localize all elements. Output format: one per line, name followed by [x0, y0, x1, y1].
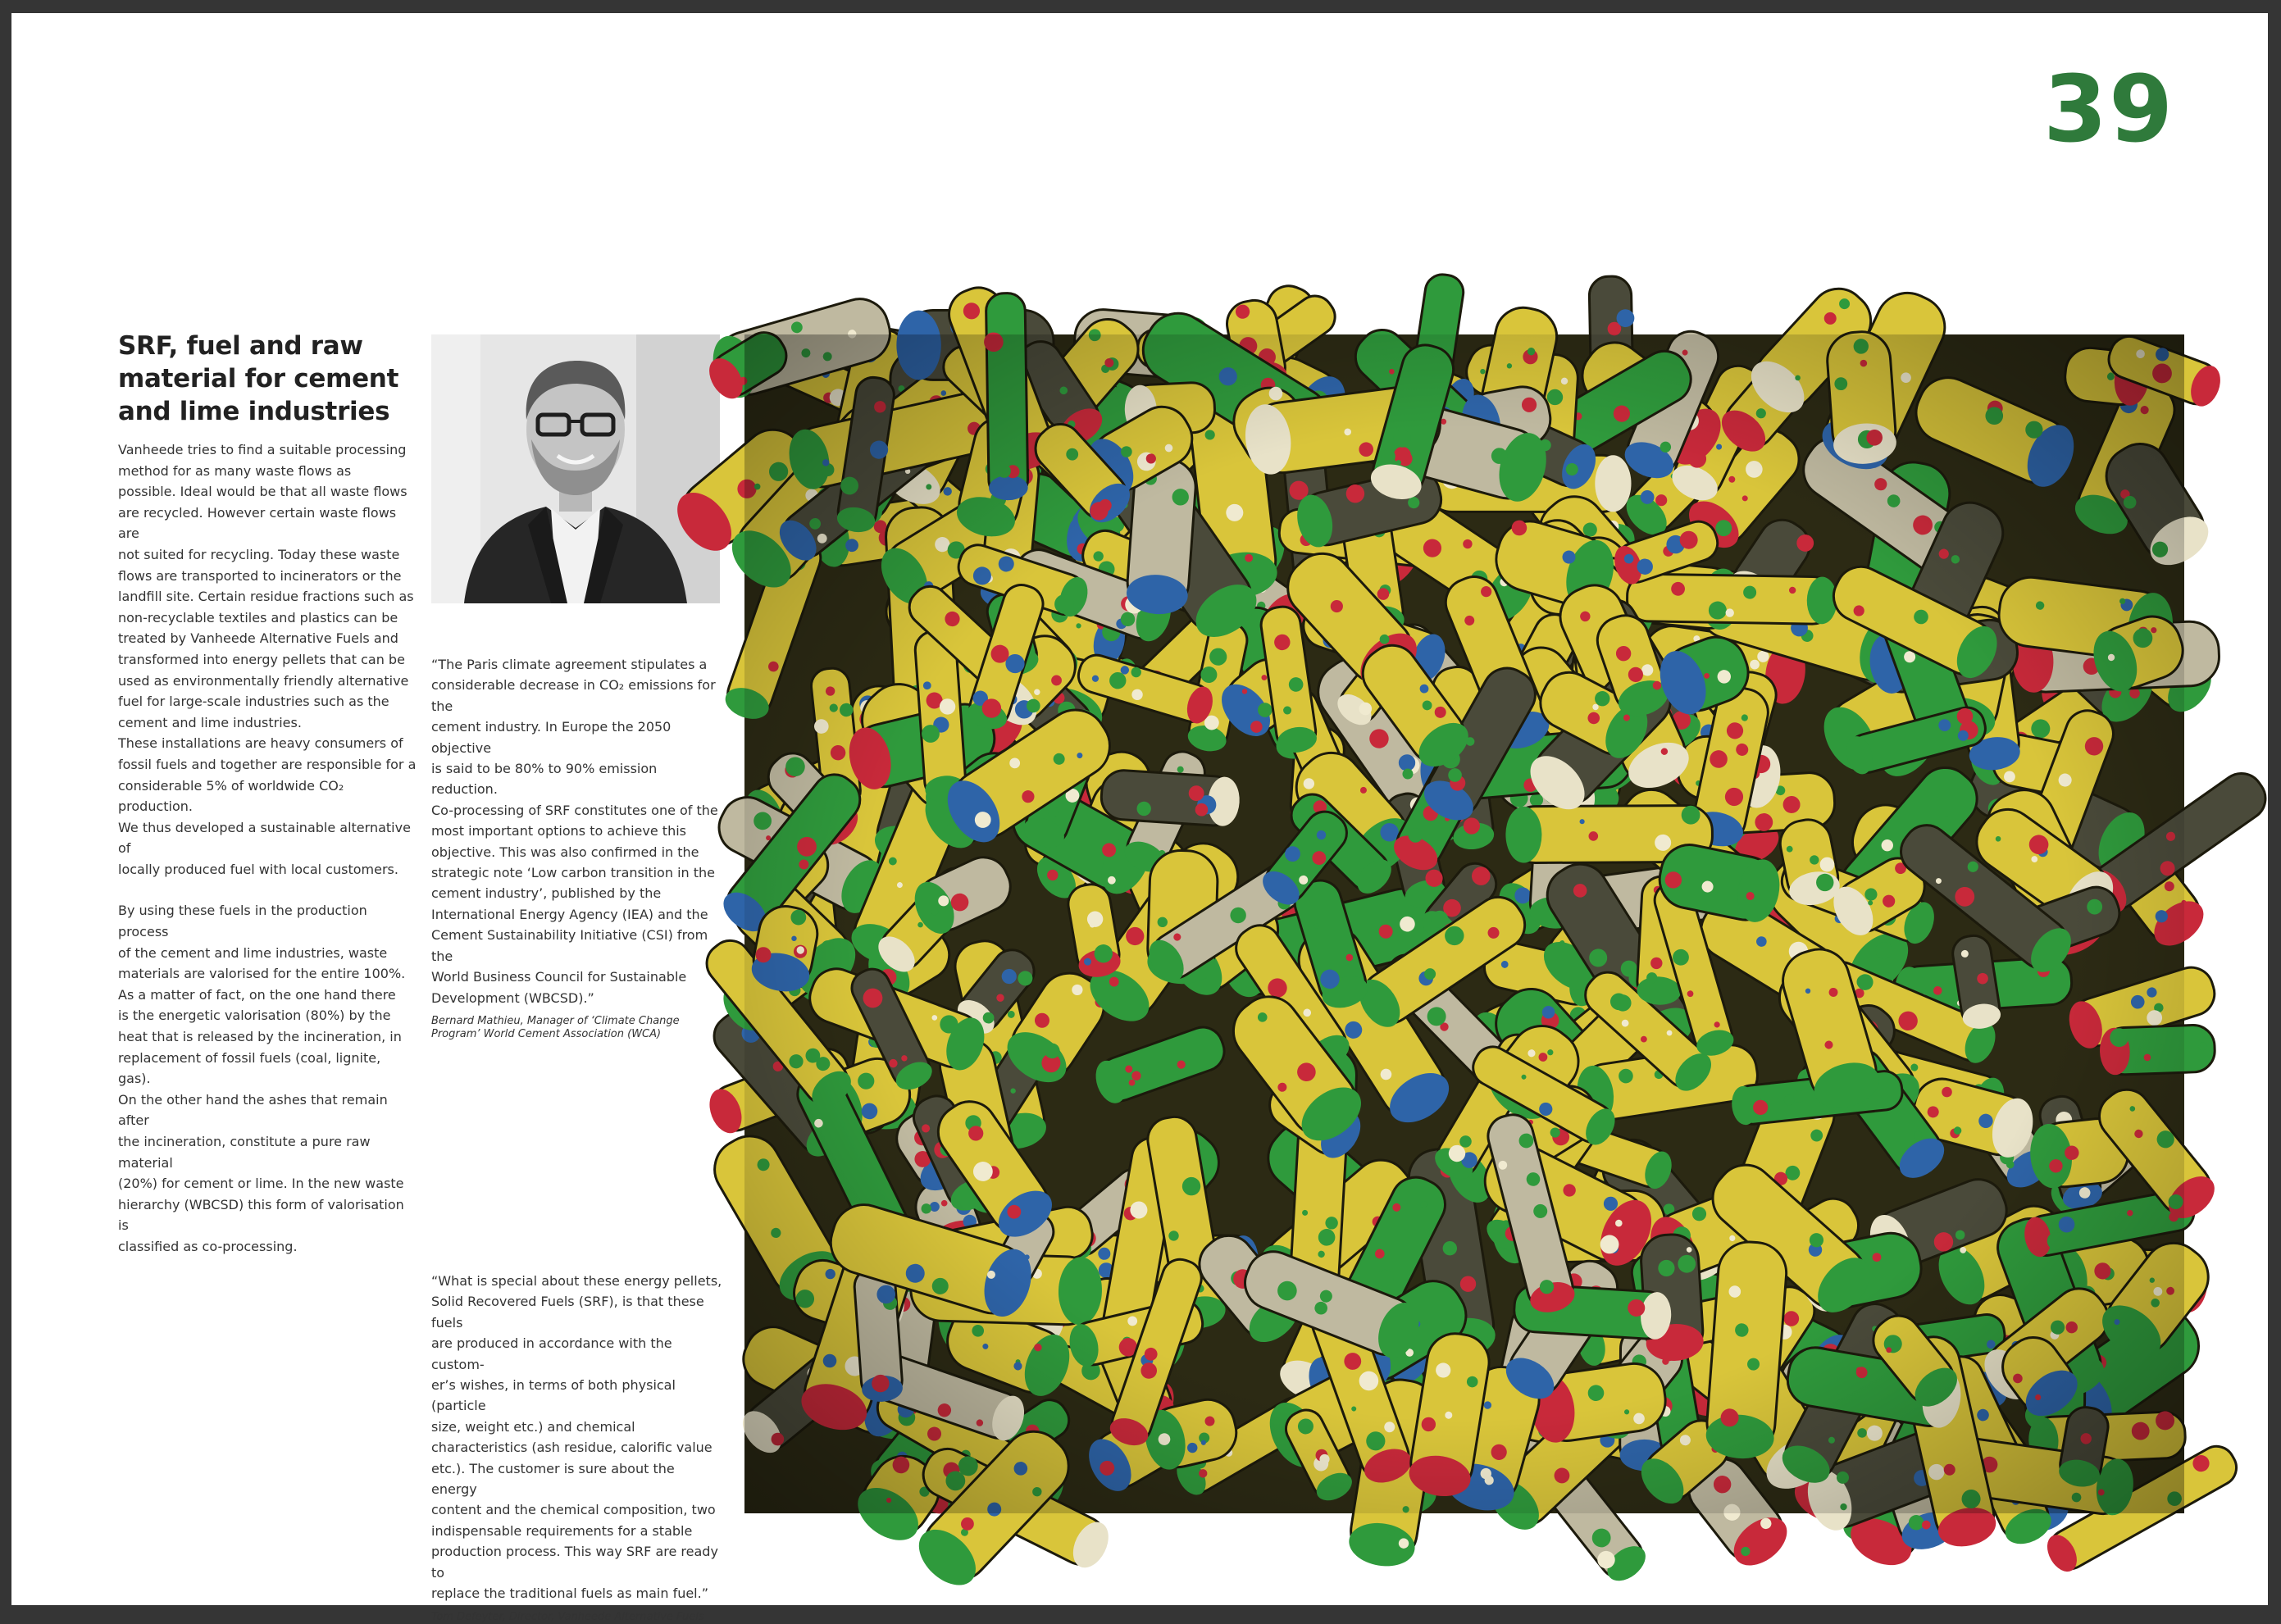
srf-pellets-photo: [744, 334, 2184, 1513]
page-number: 39: [2043, 57, 2174, 163]
article-paragraph-2: By using these fuels in the production process of the cement and lime industries, waste materials are valorised for the entire 100%. As a matter of fact, on the one hand there is the energetic valorisation (80%) by the heat that is released by the incineration, in replacement of fossil fuels (coal, lignite, gas). On the other hand the ashes that remain after the incineration, constitute a pure raw material (20%) for cement or lime. In the new waste hierarchy (WBCSD) this form of valorisation is classified as co-processing.: [118, 903, 406, 1254]
portrait-illustration: [431, 334, 720, 603]
quote-1-text: “The Paris climate agreement stipulates a considerable decrease in CO₂ emissions for the cement industry. In Europe the 2050 objective is said to be 80% to 90% emission reduction. Co-processing of SRF constitutes one of the most important options to achieve this objective. This was also confirmed in the strategic note ‘Low carbon transition in the cement industry’, published by the International Energy Agency (IEA) and the Cement Sustainability Initiative (CSI) from the World Business Council for Sustainable Development (WBCSD).”: [431, 657, 718, 1006]
quote-1-attribution: Bernard Mathieu, Manager of ‘Climate Change Program’ World Cement Association (WCA): [431, 1014, 680, 1040]
quote-block-1: [431, 654, 723, 1041]
article-title: SRF, fuel and raw material for cement and lime industries: [118, 331, 399, 426]
article-column: [118, 330, 417, 1258]
quote-2-text: “What is special about these energy pellets, Solid Recovered Fuels (SRF), is that these fuels are produced in accordance with the custom- er’s wishes, in terms of both physical (particle size, weight etc.) and chemical characteristics (ash residue, calorific value etc.). The customer is sure about the energy content and the chemical composition, two indispensable requirements for a stable production process. This way SRF are ready to replace the traditional fuels as main fuel.”: [431, 1273, 722, 1602]
quote-block-2: [431, 1271, 723, 1624]
srf-pellets-illustration: [744, 334, 2184, 1513]
brochure-page: [11, 13, 2268, 1623]
portrait-photo: [431, 334, 720, 603]
quote-2-attribution: Tom Defeyter, Director, Vanheede Alternative Fuels: [431, 1610, 704, 1623]
article-paragraph-1: Vanheede tries to find a suitable processing method for as many waste flows as possible. Ideal would be that all waste flows are recycled. However certain waste flows are not suited for recycling. Today these waste flows are transported to incinerators or the landfill site. Certain residue fractions such as non-recyclable textiles and plastics can be treated by Vanheede Alternative Fuels and transformed into energy pellets that can be used as environmentally friendly alternative fuel for large-scale industries such as the cement and lime industries. These installations are heavy consumers of fossil fuels and together are responsible for a considerable 5% of worldwide CO₂ production. We thus developed a sustainable alternative of locally produced fuel with local customers.: [118, 442, 417, 877]
